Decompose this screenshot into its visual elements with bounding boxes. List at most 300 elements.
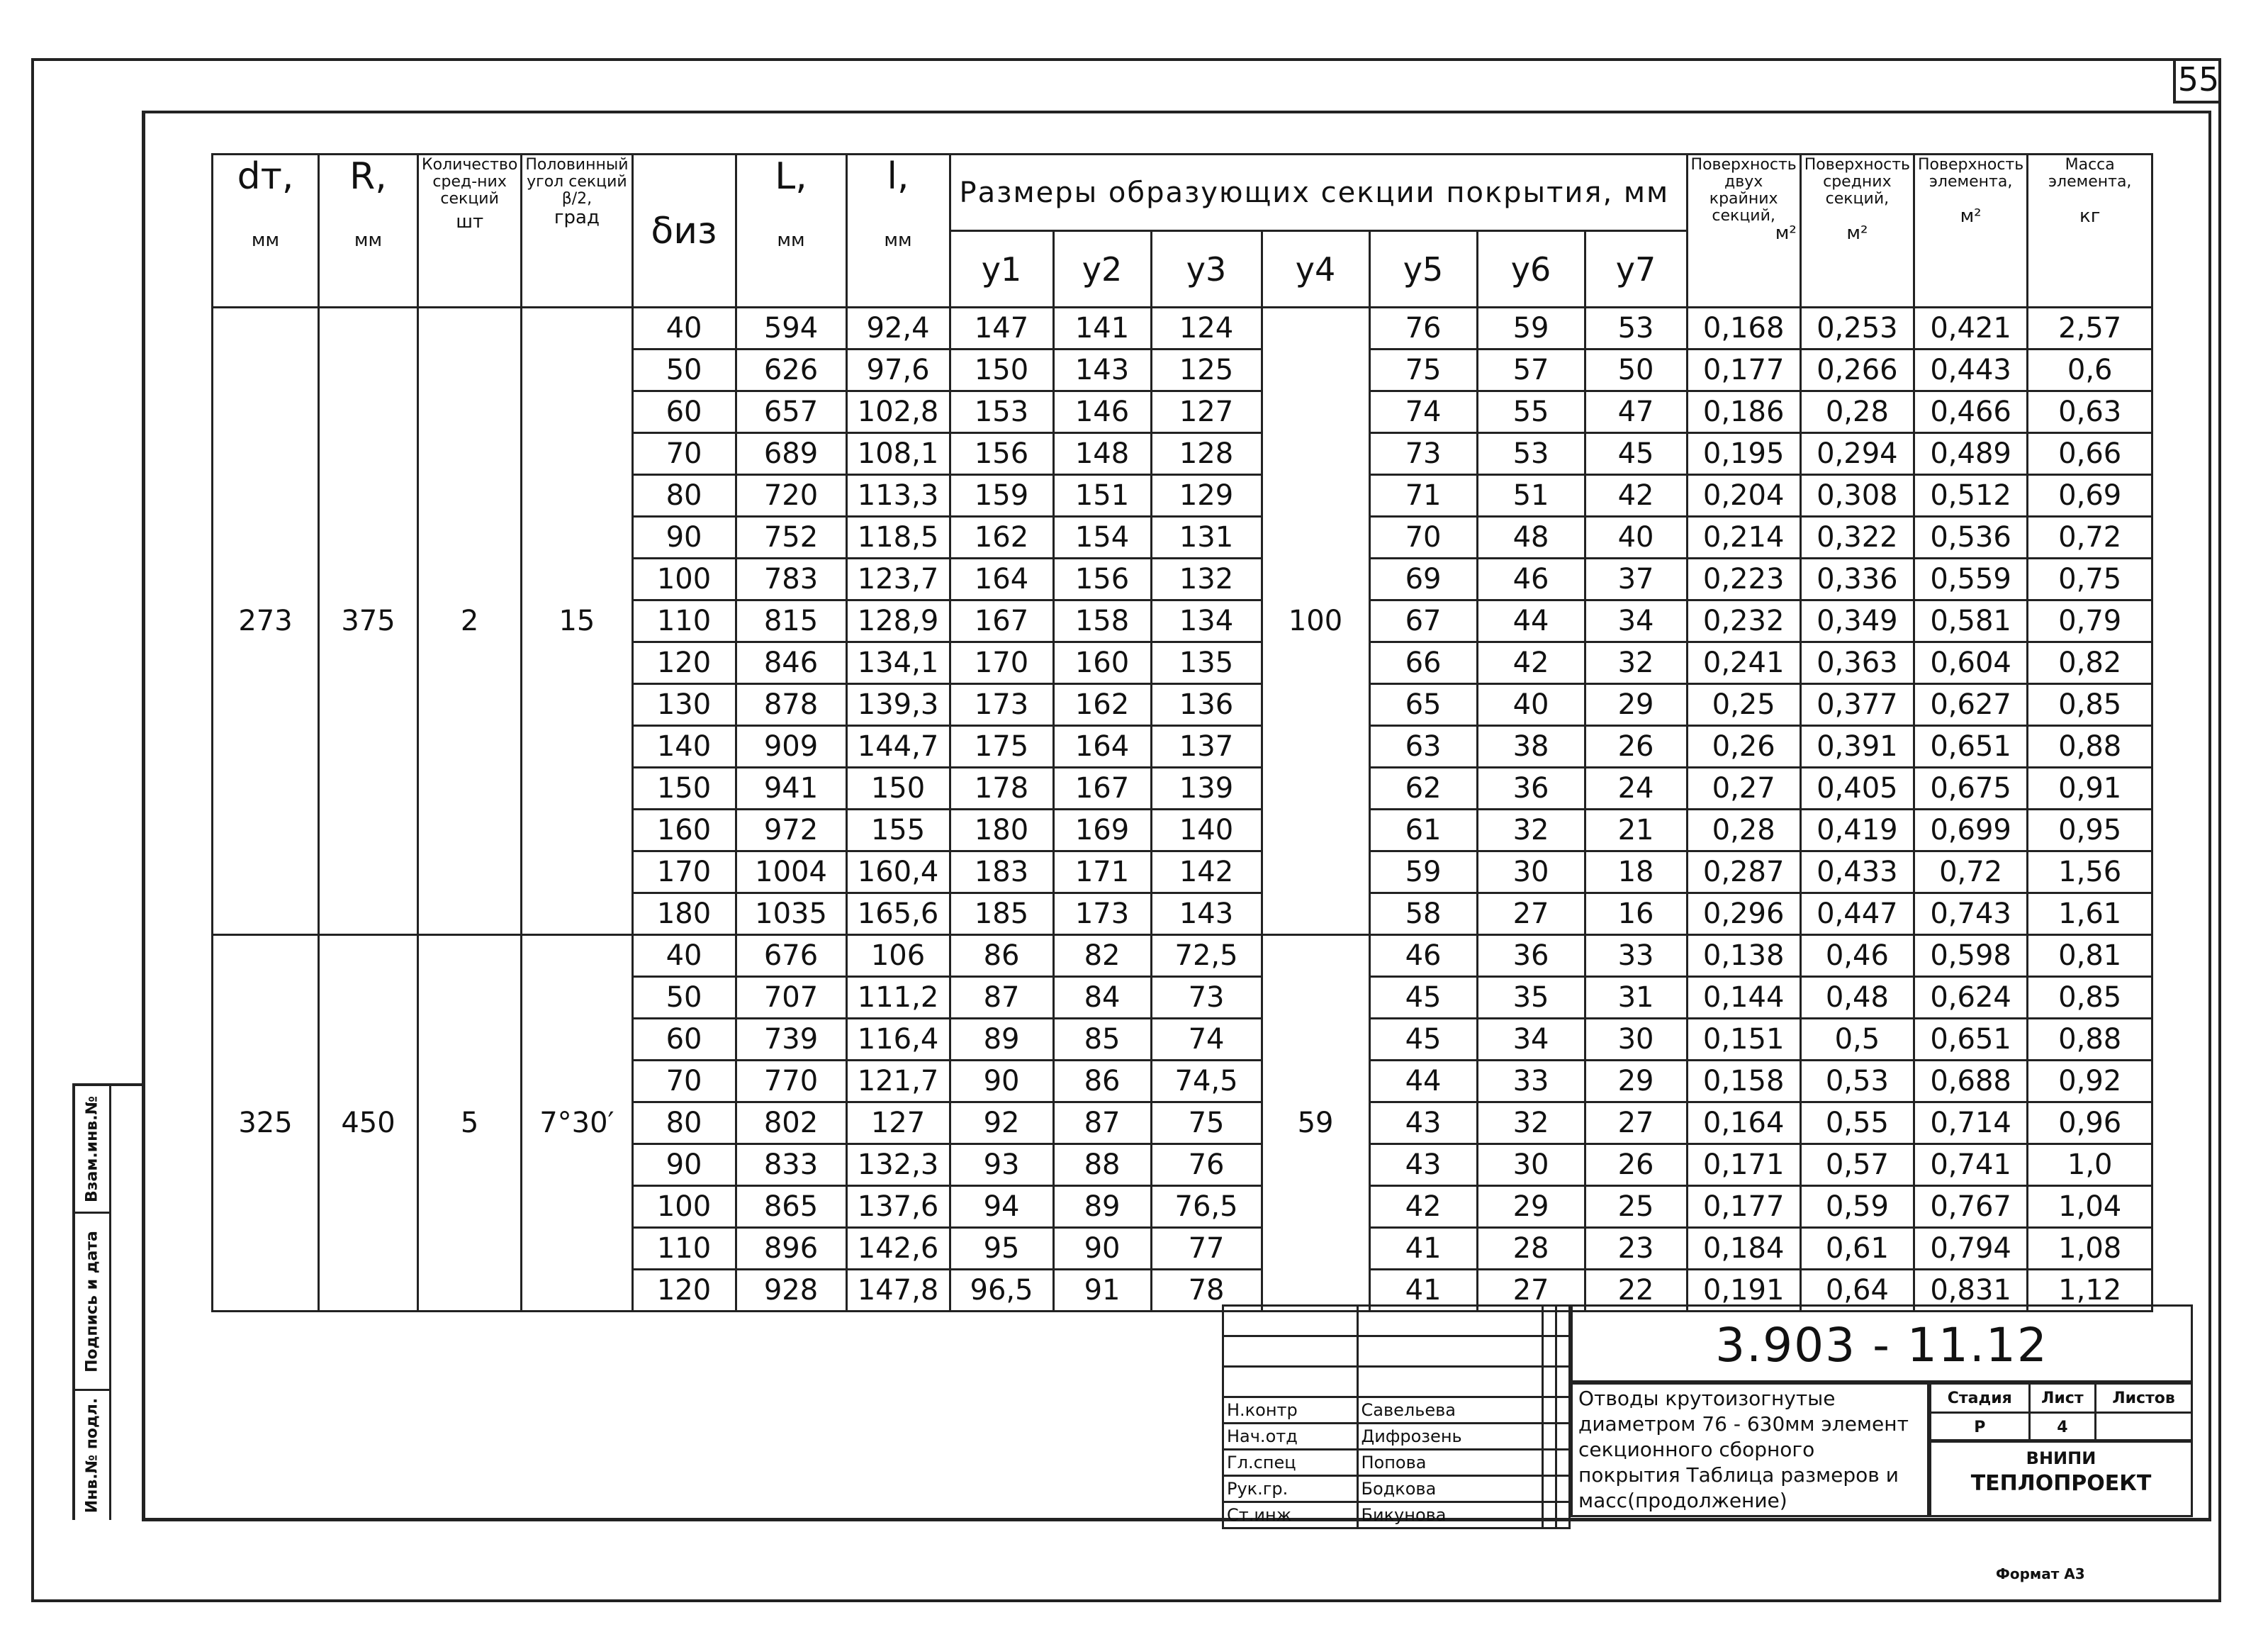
stage-label: Стадия [1931,1384,2030,1413]
signature-name: Савельева [1357,1397,1543,1424]
side-label-inv: Инв.№ подл. [83,1397,101,1514]
cell-y1: 178 [950,768,1053,810]
sheets-label: Листов [2096,1384,2192,1413]
signature-date [1556,1502,1570,1528]
cell-y3: 131 [1151,517,1262,559]
cell-l: 139,3 [846,684,950,726]
cell-surf-two: 0,27 [1687,768,1800,810]
cell-l: 134,1 [846,642,950,684]
cell-surf-two: 0,168 [1687,308,1800,350]
cell-surf-two: 0,164 [1687,1102,1800,1144]
signatures-grid [1222,1304,1571,1525]
cell-y5: 73 [1369,433,1477,475]
cell-delta: 40 [632,935,736,977]
cell-y1: 96,5 [950,1270,1053,1312]
cell-L: 846 [736,642,846,684]
cell-y7: 42 [1585,475,1687,517]
cell-surf-elem: 0,624 [1914,977,2027,1019]
cell-surf-elem: 0,831 [1914,1270,2027,1312]
cell-y2: 90 [1053,1228,1151,1270]
cell-l: 137,6 [846,1186,950,1228]
cell-surf-mid: 0,391 [1800,726,1914,768]
cell-L: 972 [736,810,846,851]
cell-mass: 0,85 [2028,684,2152,726]
cell-surf-mid: 0,5 [1800,1019,1914,1061]
cell-surf-two: 0,296 [1687,893,1800,935]
cell-y6: 27 [1477,893,1585,935]
cell-L: 676 [736,935,846,977]
signature-date [1556,1397,1570,1424]
cell-y6: 51 [1477,475,1585,517]
cell-L: 928 [736,1270,846,1312]
cell-l: 116,4 [846,1019,950,1061]
cell-y2: 143 [1053,350,1151,391]
cell-y7: 47 [1585,391,1687,433]
cell-surf-mid: 0,336 [1800,559,1914,600]
cell-y2: 173 [1053,893,1151,935]
cell-surf-two: 0,214 [1687,517,1800,559]
cell-y7: 26 [1585,726,1687,768]
stage-value: Р [1931,1413,2030,1442]
cell-delta: 50 [632,977,736,1019]
cell-y3: 134 [1151,600,1262,642]
cell-y6: 57 [1477,350,1585,391]
header-r: R, мм [319,155,418,308]
cell-surf-elem: 0,559 [1914,559,2027,600]
cell-y6: 48 [1477,517,1585,559]
cell-y1: 183 [950,851,1053,893]
cell-y5: 65 [1369,684,1477,726]
cell-y4: 100 [1262,308,1369,935]
cell-mass: 1,08 [2028,1228,2152,1270]
cell-l: 147,8 [846,1270,950,1312]
cell-surf-elem: 0,714 [1914,1102,2027,1144]
cell-count: 2 [418,308,522,935]
cell-y1: 159 [950,475,1053,517]
header-mass: Масса элемента, кг [2028,155,2152,308]
cell-mass: 0,88 [2028,726,2152,768]
document-number: 3.903 - 11.12 [1571,1304,2193,1382]
cell-L: 783 [736,559,846,600]
cell-surf-mid: 0,64 [1800,1270,1914,1312]
cell-y1: 170 [950,642,1053,684]
header-y7: y7 [1585,231,1687,308]
cell-L: 657 [736,391,846,433]
cell-surf-mid: 0,377 [1800,684,1914,726]
cell-surf-two: 0,287 [1687,851,1800,893]
cell-y7: 21 [1585,810,1687,851]
organization [1929,1439,2193,1517]
cell-surf-mid: 0,419 [1800,810,1914,851]
cell-surf-elem: 0,699 [1914,810,2027,851]
cell-surf-elem: 0,675 [1914,768,2027,810]
cell-y5: 67 [1369,600,1477,642]
cell-delta: 130 [632,684,736,726]
cell-surf-elem: 0,688 [1914,1061,2027,1102]
signature-mark [1543,1476,1556,1502]
cell-delta: 110 [632,600,736,642]
cell-surf-two: 0,177 [1687,350,1800,391]
cell-y1: 87 [950,977,1053,1019]
signature-row [1223,1476,1570,1502]
cell-delta: 60 [632,391,736,433]
cell-L: 770 [736,1061,846,1102]
cell-mass: 2,57 [2028,308,2152,350]
cell-y1: 153 [950,391,1053,433]
signature-mark [1543,1424,1556,1450]
cell-surf-two: 0,184 [1687,1228,1800,1270]
cell-y7: 18 [1585,851,1687,893]
cell-surf-elem: 0,536 [1914,517,2027,559]
cell-L: 833 [736,1144,846,1186]
cell-y7: 45 [1585,433,1687,475]
cell-surf-mid: 0,59 [1800,1186,1914,1228]
cell-surf-two: 0,171 [1687,1144,1800,1186]
signature-date [1556,1424,1570,1450]
title-block [1222,1304,2193,1525]
cell-y3: 75 [1151,1102,1262,1144]
cell-delta: 70 [632,433,736,475]
cell-y7: 32 [1585,642,1687,684]
cell-y2: 162 [1053,684,1151,726]
cell-l: 92,4 [846,308,950,350]
cell-l: 121,7 [846,1061,950,1102]
header-surf-elem: Поверхность элемента, м² [1914,155,2027,308]
signature-row [1223,1424,1570,1450]
cell-delta: 100 [632,1186,736,1228]
signature-row [1223,1450,1570,1476]
cell-surf-two: 0,232 [1687,600,1800,642]
cell-y7: 22 [1585,1270,1687,1312]
cell-count: 5 [418,935,522,1312]
cell-y1: 90 [950,1061,1053,1102]
cell-L: 739 [736,1019,846,1061]
cell-y5: 61 [1369,810,1477,851]
cell-l: 132,3 [846,1144,950,1186]
cell-y6: 29 [1477,1186,1585,1228]
cell-y3: 128 [1151,433,1262,475]
cell-y5: 69 [1369,559,1477,600]
cell-L: 626 [736,350,846,391]
cell-y1: 164 [950,559,1053,600]
cell-y6: 28 [1477,1228,1585,1270]
cell-y2: 141 [1053,308,1151,350]
cell-l: 165,6 [846,893,950,935]
side-column [109,1086,145,1520]
cell-r: 375 [319,308,418,935]
cell-y7: 50 [1585,350,1687,391]
cell-mass: 0,92 [2028,1061,2152,1102]
stage-block [1929,1382,2193,1439]
header-l: l, мм [846,155,950,308]
cell-surf-mid: 0,53 [1800,1061,1914,1102]
cell-delta: 80 [632,475,736,517]
cell-mass: 0,79 [2028,600,2152,642]
cell-dt: 325 [213,935,319,1312]
cell-l: 123,7 [846,559,950,600]
side-label-vzam: Взам.инв.№ [83,1095,101,1202]
header-y2: y2 [1053,231,1151,308]
document-description: Отводы крутоизогнутые диаметром 76 - 630мм элемент секционного сборного покрытия Таблица размеров и масс(продолжение) [1571,1382,1929,1517]
cell-y3: 143 [1151,893,1262,935]
cell-l: 150 [846,768,950,810]
cell-y3: 139 [1151,768,1262,810]
cell-delta: 140 [632,726,736,768]
side-stamp [72,1083,142,1520]
cell-y5: 59 [1369,851,1477,893]
header-surf-two: Поверхность двух крайних секций, м² [1687,155,1800,308]
cell-delta: 170 [632,851,736,893]
cell-l: 111,2 [846,977,950,1019]
cell-y6: 46 [1477,559,1585,600]
cell-y2: 171 [1053,851,1151,893]
cell-surf-mid: 0,349 [1800,600,1914,642]
cell-y2: 88 [1053,1144,1151,1186]
cell-surf-elem: 0,466 [1914,391,2027,433]
cell-y3: 124 [1151,308,1262,350]
cell-L: 689 [736,433,846,475]
cell-l: 127 [846,1102,950,1144]
cell-y7: 16 [1585,893,1687,935]
cell-y1: 180 [950,810,1053,851]
cell-y2: 91 [1053,1270,1151,1312]
header-y4: y4 [1262,231,1369,308]
cell-y3: 129 [1151,475,1262,517]
cell-mass: 0,88 [2028,1019,2152,1061]
cell-delta: 120 [632,642,736,684]
cell-L: 802 [736,1102,846,1144]
cell-y7: 27 [1585,1102,1687,1144]
cell-l: 160,4 [846,851,950,893]
cell-surf-elem: 0,651 [1914,1019,2027,1061]
cell-y5: 75 [1369,350,1477,391]
cell-y5: 46 [1369,935,1477,977]
cell-y7: 29 [1585,1061,1687,1102]
cell-surf-mid: 0,55 [1800,1102,1914,1144]
cell-surf-elem: 0,72 [1914,851,2027,893]
cell-mass: 1,12 [2028,1270,2152,1312]
cell-l: 155 [846,810,950,851]
table-body [213,308,2152,1312]
cell-surf-two: 0,241 [1687,642,1800,684]
cell-y7: 53 [1585,308,1687,350]
cell-surf-elem: 0,421 [1914,308,2027,350]
side-cell-sign [75,1214,109,1391]
cell-y3: 76,5 [1151,1186,1262,1228]
signature-mark [1543,1502,1556,1528]
cell-y5: 45 [1369,1019,1477,1061]
cell-y1: 95 [950,1228,1053,1270]
cell-surf-mid: 0,433 [1800,851,1914,893]
cell-mass: 0,66 [2028,433,2152,475]
format-label: Формат А3 [1996,1565,2085,1582]
cell-y2: 160 [1053,642,1151,684]
cell-y6: 44 [1477,600,1585,642]
cell-mass: 0,6 [2028,350,2152,391]
cell-y1: 92 [950,1102,1053,1144]
cell-L: 896 [736,1228,846,1270]
signatures-table [1222,1304,1571,1529]
cell-l: 113,3 [846,475,950,517]
cell-L: 909 [736,726,846,768]
cell-y5: 76 [1369,308,1477,350]
cell-mass: 1,61 [2028,893,2152,935]
cell-delta: 90 [632,517,736,559]
cell-surf-elem: 0,604 [1914,642,2027,684]
signature-mark [1543,1450,1556,1476]
cell-y1: 156 [950,433,1053,475]
cell-surf-two: 0,144 [1687,977,1800,1019]
table-row [213,935,2152,977]
cell-mass: 0,85 [2028,977,2152,1019]
signature-name: Дифрозень [1357,1424,1543,1450]
cell-surf-mid: 0,266 [1800,350,1914,391]
side-cell-inv [75,1391,109,1520]
cell-surf-two: 0,195 [1687,433,1800,475]
cell-y6: 33 [1477,1061,1585,1102]
cell-surf-mid: 0,48 [1800,977,1914,1019]
cell-y1: 93 [950,1144,1053,1186]
cell-y3: 132 [1151,559,1262,600]
header-surf-mid: Поверхность средних секций, м² [1800,155,1914,308]
cell-y7: 31 [1585,977,1687,1019]
cell-y4: 59 [1262,935,1369,1312]
cell-y3: 135 [1151,642,1262,684]
cell-L: 878 [736,684,846,726]
cell-y3: 142 [1151,851,1262,893]
cell-y2: 146 [1053,391,1151,433]
cell-y2: 87 [1053,1102,1151,1144]
cell-y1: 94 [950,1186,1053,1228]
cell-y7: 37 [1585,559,1687,600]
cell-delta: 90 [632,1144,736,1186]
header-y5: y5 [1369,231,1477,308]
cell-y7: 26 [1585,1144,1687,1186]
cell-delta: 180 [632,893,736,935]
cell-y6: 34 [1477,1019,1585,1061]
cell-y7: 25 [1585,1186,1687,1228]
cell-surf-two: 0,26 [1687,726,1800,768]
sheet-label: Лист [2029,1384,2096,1413]
cell-surf-elem: 0,794 [1914,1228,2027,1270]
sheets-value [2096,1413,2192,1442]
side-label-sign-date: Подпись и дата [83,1230,101,1373]
cell-y2: 82 [1053,935,1151,977]
cell-surf-two: 0,138 [1687,935,1800,977]
cell-y5: 58 [1369,893,1477,935]
cell-y6: 32 [1477,810,1585,851]
cell-surf-two: 0,186 [1687,391,1800,433]
cell-y3: 77 [1151,1228,1262,1270]
cell-mass: 0,96 [2028,1102,2152,1144]
cell-surf-mid: 0,253 [1800,308,1914,350]
cell-y1: 173 [950,684,1053,726]
cell-y3: 127 [1151,391,1262,433]
cell-surf-mid: 0,405 [1800,768,1914,810]
cell-l: 108,1 [846,433,950,475]
cell-y5: 71 [1369,475,1477,517]
cell-surf-mid: 0,46 [1800,935,1914,977]
cell-y2: 164 [1053,726,1151,768]
cell-y5: 41 [1369,1270,1477,1312]
cell-y5: 63 [1369,726,1477,768]
side-cell-vzam [75,1086,109,1214]
cell-delta: 100 [632,559,736,600]
cell-mass: 1,56 [2028,851,2152,893]
cell-L: 815 [736,600,846,642]
signature-name: Попова [1357,1450,1543,1476]
cell-surf-elem: 0,627 [1914,684,2027,726]
cell-mass: 0,81 [2028,935,2152,977]
signature-role: Рук.гр. [1223,1476,1358,1502]
cell-L: 594 [736,308,846,350]
cell-y5: 66 [1369,642,1477,684]
cell-y7: 33 [1585,935,1687,977]
cell-y3: 72,5 [1151,935,1262,977]
cell-y5: 43 [1369,1144,1477,1186]
cell-surf-elem: 0,489 [1914,433,2027,475]
cell-y5: 62 [1369,768,1477,810]
dimensions-table [211,153,2153,1312]
cell-y3: 74 [1151,1019,1262,1061]
cell-mass: 0,75 [2028,559,2152,600]
cell-y1: 162 [950,517,1053,559]
cell-delta: 40 [632,308,736,350]
cell-delta: 80 [632,1102,736,1144]
signature-role: Нач.отд [1223,1424,1358,1450]
cell-surf-two: 0,151 [1687,1019,1800,1061]
cell-surf-two: 0,191 [1687,1270,1800,1312]
cell-y6: 35 [1477,977,1585,1019]
cell-y5: 44 [1369,1061,1477,1102]
cell-y3: 74,5 [1151,1061,1262,1102]
cell-y1: 147 [950,308,1053,350]
cell-l: 118,5 [846,517,950,559]
cell-angle: 15 [522,308,632,935]
cell-delta: 120 [632,1270,736,1312]
signature-role: Ст.инж [1223,1502,1358,1528]
signature-date [1556,1450,1570,1476]
cell-delta: 160 [632,810,736,851]
header-sizes-group: Размеры образующих секции покрытия, мм [950,155,1687,231]
cell-y2: 84 [1053,977,1151,1019]
cell-y6: 42 [1477,642,1585,684]
cell-y3: 136 [1151,684,1262,726]
cell-l: 97,6 [846,350,950,391]
cell-surf-mid: 0,363 [1800,642,1914,684]
cell-surf-mid: 0,28 [1800,391,1914,433]
cell-delta: 50 [632,350,736,391]
signature-row [1223,1397,1570,1424]
cell-mass: 0,63 [2028,391,2152,433]
header-count: Количество сред-них секций шт [418,155,522,308]
signature-date [1556,1476,1570,1502]
cell-L: 1004 [736,851,846,893]
cell-y1: 185 [950,893,1053,935]
cell-mass: 0,82 [2028,642,2152,684]
cell-delta: 70 [632,1061,736,1102]
cell-y1: 150 [950,350,1053,391]
cell-y5: 43 [1369,1102,1477,1144]
cell-y6: 36 [1477,768,1585,810]
cell-surf-elem: 0,512 [1914,475,2027,517]
cell-y7: 40 [1585,517,1687,559]
cell-surf-mid: 0,61 [1800,1228,1914,1270]
cell-L: 720 [736,475,846,517]
cell-surf-mid: 0,57 [1800,1144,1914,1186]
cell-y3: 76 [1151,1144,1262,1186]
cell-y5: 74 [1369,391,1477,433]
